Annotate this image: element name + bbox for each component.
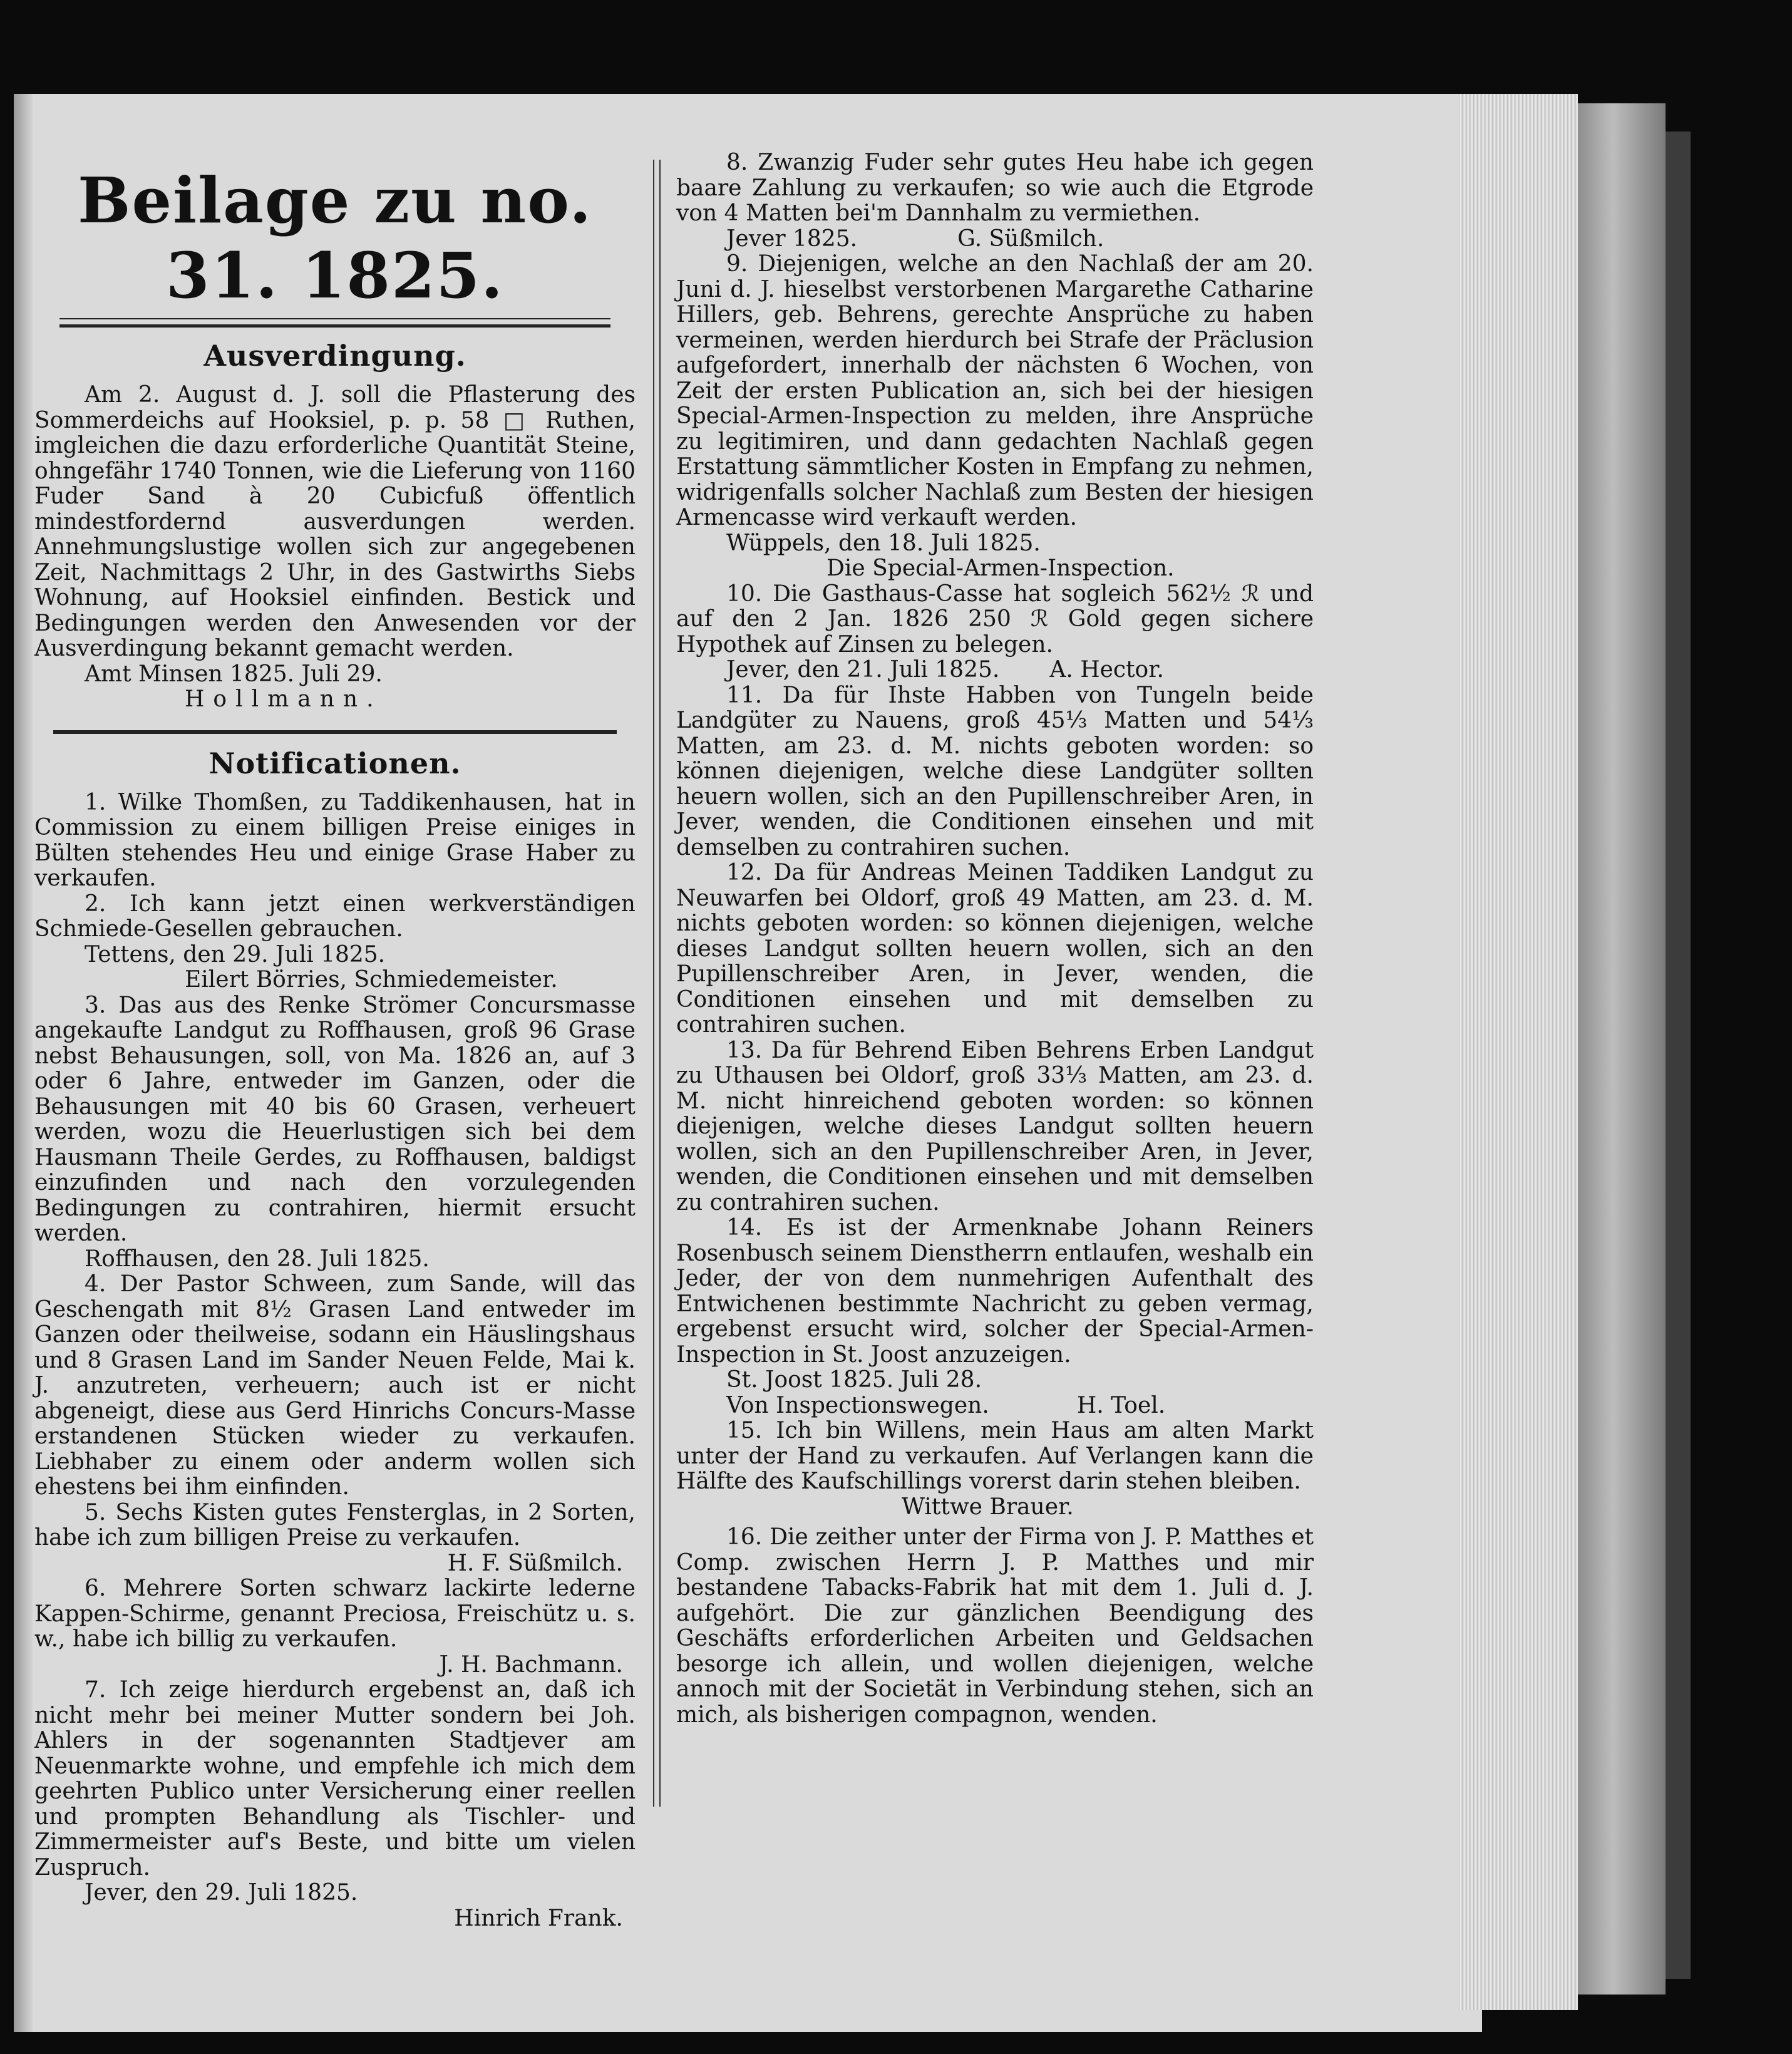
- notice-8-signature: G. Süßmilch.: [957, 225, 1105, 252]
- notice-14-signature-a: Von Inspectionswegen.: [726, 1392, 989, 1418]
- notice-place-date: Amt Minsen 1825. Juli 29.: [85, 661, 383, 687]
- notice-6: 6. Mehrere Sorten schwarz lackirte lederne Kappen-Schirme, genannt Preciosa, Freischütz u. s. w., habe ich billig zu verkaufen.: [34, 1576, 636, 1652]
- notice-10-place-text: Jever, den 21. Juli 1825.: [726, 657, 1000, 683]
- notice-2-signature: Eilert Börries, Schmiedemeister.: [185, 967, 558, 993]
- notice-14-signature-line: [676, 1393, 1314, 1419]
- notice-3-place: Roffhausen, den 28. Juli 1825.: [85, 1246, 430, 1272]
- notice-8-place-text: Jever 1825.: [726, 225, 858, 252]
- notice-2: 2. Ich kann jetzt einen werkverständigen Schmiede-Gesellen gebrauchen.: [34, 890, 636, 942]
- notice-16: 16. Die zeither unter der Firma von J. P. Matthes et Comp. zwischen Herrn J. P. Matthes und mir bestandene Tabacks-Fabrik hat mit dem 1. Juli d. J. aufgehört. Die zur gänzlichen Beendigung des Geschäfts erforderlichen Arbeiten und Geldsachen besorge ich allein, und wollen diejenigen, welche annoch mit der Societät in Verbindung stehen, sich an mich, als bisherigen compagnon, wenden.: [676, 1524, 1314, 1728]
- notice-5-signature: H. F. Süßmilch.: [447, 1550, 623, 1576]
- notice-14: 14. Es ist der Armenknabe Johann Reiners Rosenbusch seinem Dienstherrn entlaufen, weshalb ein Jeder, der von dem nunmehrigen Aufenthalt des Entwichenen bestimmte Nachricht zu geben vermag, ergebenst ersucht wird, solcher der Special-Armen-Inspection in St. Joost anzuzeigen.: [676, 1215, 1314, 1368]
- notice-12: 12. Da für Andreas Meinen Taddiken Landgut zu Neuwarfen bei Oldorf, groß 49 Matten, am 23. d. M. nichts geboten worden: so können diejenigen, welche dieses Landgut sollten heuern wollen, sich an den Pupillenschreiber Aren, in Jever, wenden, die Conditionen einsehen und mit demselben zu contrahiren suchen.: [676, 860, 1314, 1038]
- notice-7-place: Jever, den 29. Juli 1825.: [85, 1880, 358, 1906]
- notice-14-place: St. Joost 1825. Juli 28.: [726, 1367, 982, 1393]
- section-rule: [53, 730, 617, 734]
- notice-5: 5. Sechs Kisten gutes Fensterglas, in 2 Sorten, habe ich zum billigen Preise zu verkaufen.: [34, 1499, 636, 1551]
- masthead-title: Beilage zu no. 31. 1825.: [77, 163, 593, 312]
- notice-10: 10. Die Gasthaus-Casse hat sogleich 562½ ℛ und auf den 2 Jan. 1826 250 ℛ Gold gegen sichere Hypothek auf Zinsen zu belegen.: [676, 581, 1314, 658]
- notice-signature: Hollmann.: [185, 686, 383, 712]
- notice-3: 3. Das aus des Renke Strömer Concursmasse angekaufte Landgut zu Roffhausen, groß 96 Grase nebst Behausungen, soll, von Ma. 1826 an, auf 3 oder 6 Jahre, entweder im Ganzen, oder die Behausungen mit 40 bis 60 Grasen, verheuert werden, wozu die Heuerlustigen sich bei dem Hausmann Theile Gerdes, zu Roffhausen, baldigst einzufinden und nach den vorzulegenden Bedingungen zu contrahiren, hiermit ersucht werden.: [34, 992, 636, 1246]
- notice-4: 4. Der Pastor Schween, zum Sande, will das Geschengath mit 8½ Grasen Land entweder im Ganzen oder theilweise, sodann ein Häuslingshaus und 8 Grasen Land im Sander Neuen Felde, Mai k. J. anzutreten, verheuern; auch ist er nicht abgeneigt, diese aus Gerd Hinrichs Concurs-Masse erstandenen Stücken wieder zu verkaufen. Liebhaber zu einem oder anderm wollen sich ehestens bei ihm einfinden.: [34, 1271, 636, 1500]
- right-column: [676, 150, 1314, 1728]
- notice-7-signature: Hinrich Frank.: [454, 1905, 623, 1931]
- notice-7: 7. Ich zeige hierdurch ergebenst an, daß ich nicht mehr bei meiner Mutter sondern bei Joh. Ahlers in der sogenannten Stadtjever am Neuenmarkte wohne, und empfehle ich mich dem geehrten Publico unter Versicherung einer reellen und prompten Behandlung als Tischler- und Zimmermeister auf's Beste, und bitte um vielen Zuspruch.: [34, 1677, 636, 1881]
- notice-9-place: Wüppels, den 18. Juli 1825.: [726, 530, 1041, 556]
- book-page-edges: [1459, 94, 1578, 2010]
- notice-1: 1. Wilke Thomßen, zu Taddikenhausen, hat in Commission zu einem billigen Preise einiges in Bülten stehendes Heu und einige Grase Haber zu verkaufen.: [34, 789, 636, 891]
- notice-6-signature: J. H. Bachmann.: [439, 1651, 623, 1678]
- cover-shadow: [1666, 132, 1691, 1979]
- page-gutter-shadow: [14, 94, 33, 2032]
- notice-11: 11. Da für Ihste Habben von Tungeln beide Landgüter zu Nauens, groß 45⅓ Matten und 54⅓ Matten, am 23. d. M. nichts geboten worden: so können diejenigen, welche diese Landgüter sollten heuern wollen, sich an den Pupillenschreiber Aren, in Jever, wenden, die Conditionen einsehen und mit demselben zu contrahiren suchen.: [676, 682, 1314, 860]
- notice-ausverdingung: Am 2. August d. J. soll die Pflasterung des Sommerdeichs auf Hooksiel, p. p. 58 □ Ruthen, imgleichen die dazu erforderliche Quantität Steine, ohngefähr 1740 Tonnen, wie die Lieferung von 1160 Fuder Sand à 20 Cubicfuß öffentlich mindestfordernd ausverdungen werden. Annehmungslustige wollen sich zur angegebenen Zeit, Nachmittags 2 Uhr, in des Gastwirths Siebs Wohnung, auf Hooksiel einfinden. Bestick und Bedingungen werden den Anwesenden vor der Ausverdingung bekannt gemacht werden.: [34, 382, 636, 661]
- masthead-rule: [59, 318, 610, 328]
- notice-2-place: Tettens, den 29. Juli 1825.: [85, 941, 386, 968]
- notice-15: 15. Ich bin Willens, mein Haus am alten Markt unter der Hand zu verkaufen. Auf Verlangen kann die Hälfte des Kaufschillings vorerst darin stehen bleiben.: [676, 1418, 1314, 1494]
- notice-9: 9. Diejenigen, welche an den Nachlaß der am 20. Juni d. J. hieselbst verstorbenen Margarethe Catharine Hillers, geb. Behrens, gerechte Ansprüche zu haben vermeinen, werden hierdurch bei Strafe der Präclusion aufgefordert, innerhalb der nächsten 6 Wochen, von Zeit der ersten Publication an, sich bei der hiesigen Special-Armen-Inspection zu melden, ihre Ansprüche zu legitimiren, und dann gedachten Nachlaß gegen Erstattung sämmtlicher Kosten in Empfang zu nehmen, widrigenfalls solcher Nachlaß zum Besten der hiesigen Armencasse wird verkauft werden.: [676, 251, 1314, 530]
- section-heading-notificationen: Notificationen.: [209, 746, 461, 780]
- notice-14-signature-b: H. Toel.: [1076, 1392, 1166, 1418]
- notice-8-place: [676, 227, 1314, 252]
- book-cover-edge: [1578, 103, 1666, 1995]
- notice-10-place: [676, 658, 1314, 683]
- notice-15-signature: Wittwe Brauer.: [902, 1494, 1074, 1520]
- notice-10-signature: A. Hector.: [1049, 657, 1164, 683]
- left-column: [34, 150, 636, 1931]
- column-divider: [653, 160, 661, 1807]
- notice-9-signature: Die Special-Armen-Inspection.: [826, 555, 1175, 581]
- notice-8: 8. Zwanzig Fuder sehr gutes Heu habe ich gegen baare Zahlung zu verkaufen; so wie auch die Etgrode von 4 Matten bei'm Dannhalm zu vermiethen.: [676, 150, 1314, 226]
- section-heading-ausverdingung: Ausverdingung.: [203, 339, 466, 373]
- notice-13: 13. Da für Behrend Eiben Behrens Erben Landgut zu Uthausen bei Oldorf, groß 33⅓ Matten, am 23. d. M. nicht hinreichend geboten worden: so können diejenigen, welche dieses Landgut sollten heuern wollen, sich an den Pupillenschreiber Aren, in Jever, wenden, die Conditionen einsehen und mit demselben zu contrahiren suchen.: [676, 1037, 1314, 1215]
